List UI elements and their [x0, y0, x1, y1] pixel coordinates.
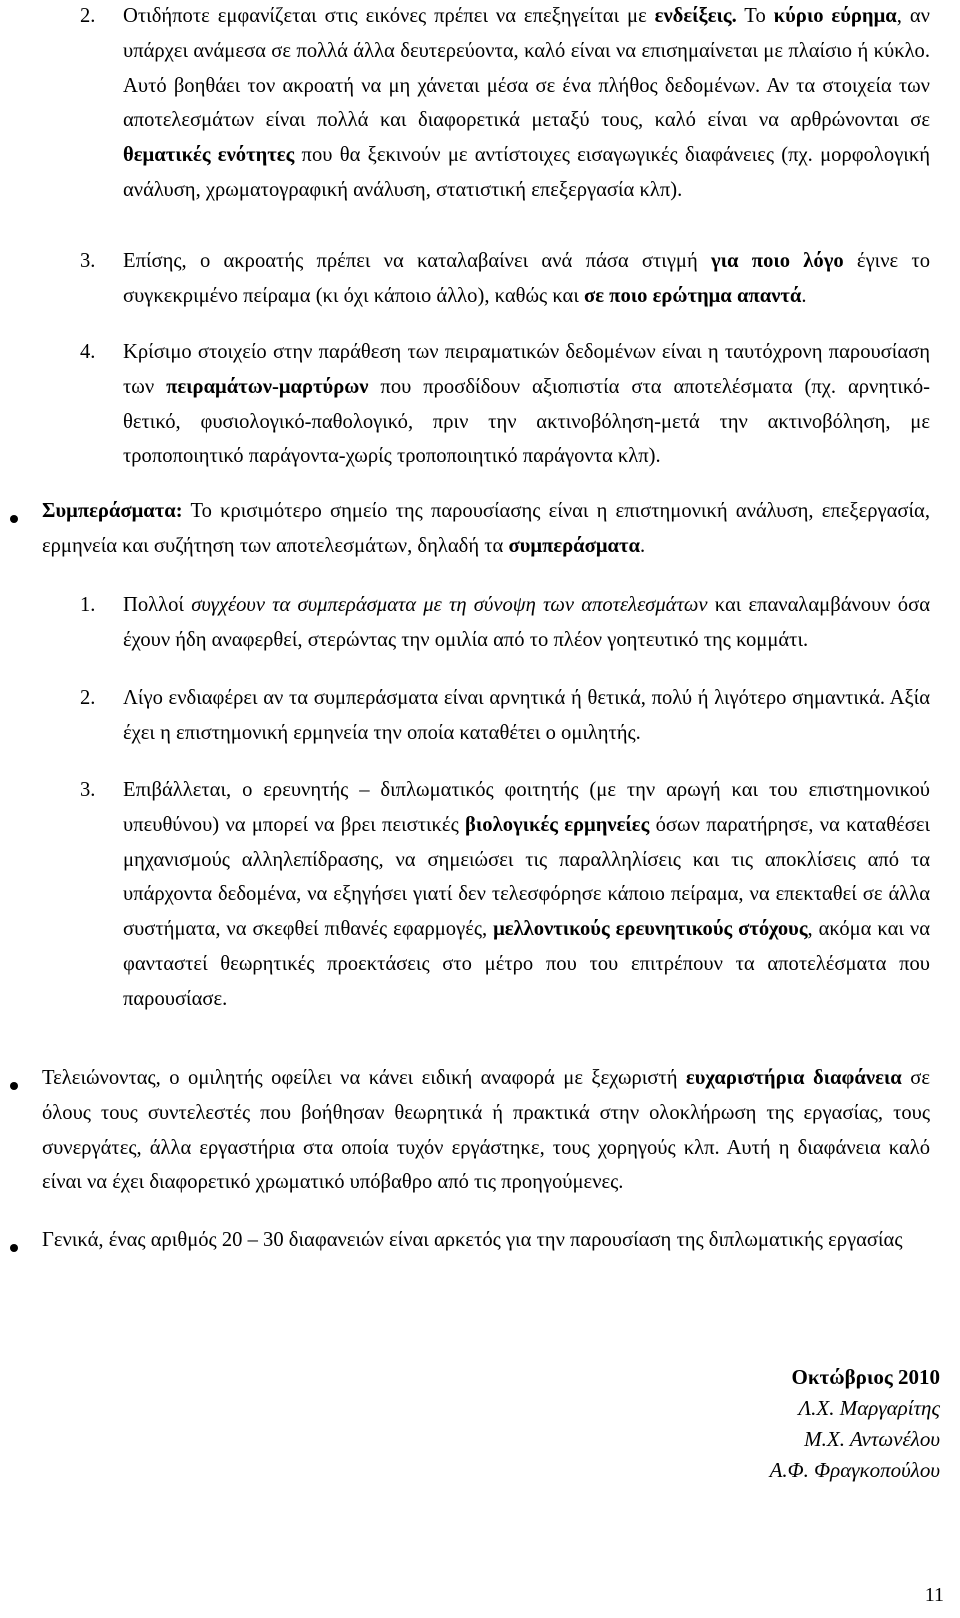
list-number: 4.: [80, 341, 96, 363]
bullet-icon: [10, 515, 18, 523]
bullet-icon: [10, 1244, 18, 1252]
list-number: 3.: [80, 779, 96, 801]
list-number: 1.: [80, 594, 96, 616]
list-number: 2.: [80, 687, 96, 709]
general-paragraph: Γενικά, ένας αριθμός 20 – 30 διαφανειών είναι αρκετός για την παρουσίαση της διπλωματικής εργασίας: [42, 1229, 903, 1251]
list-item-text: Κρίσιμο στοιχείο στην παράθεση των πειραματικών δεδομένων είναι η ταυτόχρονη παρουσίαση των πειραμάτων-μαρτύρων που προσδίδουν αξιοπιστία στα αποτελέσματα (πχ. αρνητικό-θετικό, φυσιολογικό-παθολογικό, πριν την ακτινοβόληση-μετά την ακτινοβόληση, με τροποποιητικό παράγοντα-χωρίς τροποποιητικό παράγοντα κλπ).: [123, 341, 930, 468]
list-item-text: Επιβάλλεται, ο ερευνητής – διπλωματικός φοιτητής (με την αρωγή και του επιστημονικού υπευθύνου) να μπορεί να βρει πειστικές βιολογικές ερμηνείες όσων παρατήρησε, να καταθέσει μηχανισμούς αλληλεπίδρασης, να σημειώσει τις παραλληλίσεις και τις αποκλίσεις από τα υπάρχοντα δεδομένα, να εξηγήσει γιατί δεν τελεσφόρησε κάποιο πείραμα, να επεκταθεί σε άλλα συστήματα, να σκεφθεί πιθανές εφαρμογές, μελλοντικούς ερευνητικούς στόχους, ακόμα και να φανταστεί θεωρητικές προεκτάσεις στο μέτρο που του επιτρέπουν τα αποτελέσματα που παρουσίασε.: [123, 779, 931, 1010]
list-number: 3.: [80, 250, 96, 272]
list-item-text: Επίσης, ο ακροατής πρέπει να καταλαβαίνει ανά πάσα στιγμή για ποιο λόγο έγινε το συγκεκριμένο πείραμα (κι όχι κάποιο άλλο), καθώς και σε ποιο ερώτημα απαντά.: [123, 250, 930, 307]
acknowledgement-paragraph: Τελειώνοντας, ο ομιλητής οφείλει να κάνει ειδική αναφορά με ξεχωριστή ευχαριστήρια διαφάνεια σε όλους τους συντελεστές που βοήθησαν θεωρητικά ή πρακτικά στην ολοκλήρωση της εργασίας, τους συνεργάτες, άλλα εργαστήρια στα οποία τυχόν εργάστηκε, τους χορηγούς κλπ. Αυτή η διαφάνεια καλό είναι να έχει διαφορετικό χρωματικό υπόβαθρο από τις προηγούμενες.: [42, 1067, 930, 1194]
list-number: 2.: [80, 5, 96, 27]
page-number: 11: [924, 1584, 944, 1606]
list-item-text: Πολλοί συγχέουν τα συμπεράσματα με τη σύνοψη των αποτελεσμάτων και επαναλαμβάνουν όσα έχουν ήδη αναφερθεί, στερώντας την ομιλία από το πλέον γοητευτικό της κομμάτι.: [123, 594, 930, 651]
signature-author: Α.Φ. Φραγκοπούλου: [769, 1458, 940, 1482]
conclusions-heading: Συμπεράσματα:: [42, 500, 183, 522]
list-item-text: Οτιδήποτε εμφανίζεται στις εικόνες πρέπει να επεξηγείται με ενδείξεις. Το κύριο εύρημα, αν υπάρχει ανάμεσα σε πολλά άλλα δευτερεύοντα, καλό είναι να επισημαίνεται με πλαίσιο ή κύκλο. Αυτό βοηθάει τον ακροατή να μη χάνεται μέσα σε ένα πλήθος δεδομένων. Αν τα στοιχεία των αποτελεσμάτων είναι πολλά και διαφορετικά μεταξύ τους, καλό είναι να αρθρώνονται σε θεματικές ενότητες που θα ξεκινούν με αντίστοιχες εισαγωγικές διαφάνειες (πχ. μορφολογική ανάλυση, χρωματογραφική ανάλυση, στατιστική επεξεργασία κλπ).: [123, 5, 930, 201]
conclusions-paragraph: Συμπεράσματα: Το κρισιμότερο σημείο της παρουσίασης είναι η επιστημονική ανάλυση, επεξεργασία, ερμηνεία και συζήτηση των αποτελεσμάτων, δηλαδή τα συμπεράσματα.: [42, 500, 930, 557]
list-item-text: Λίγο ενδιαφέρει αν τα συμπεράσματα είναι αρνητικά ή θετικά, πολύ ή λιγότερο σημαντικά. Αξία έχει η επιστημονική ερμηνεία την οποία καταθέτει ο ομιλητής.: [123, 687, 930, 744]
bullet-icon: [10, 1082, 18, 1090]
signature-date: Οκτώβριος 2010: [791, 1365, 940, 1389]
signature-author: Λ.Χ. Μαργαρίτης: [798, 1396, 940, 1420]
signature-block: [770, 1362, 940, 1486]
signature-author: Μ.Χ. Αντωνέλου: [804, 1427, 940, 1451]
